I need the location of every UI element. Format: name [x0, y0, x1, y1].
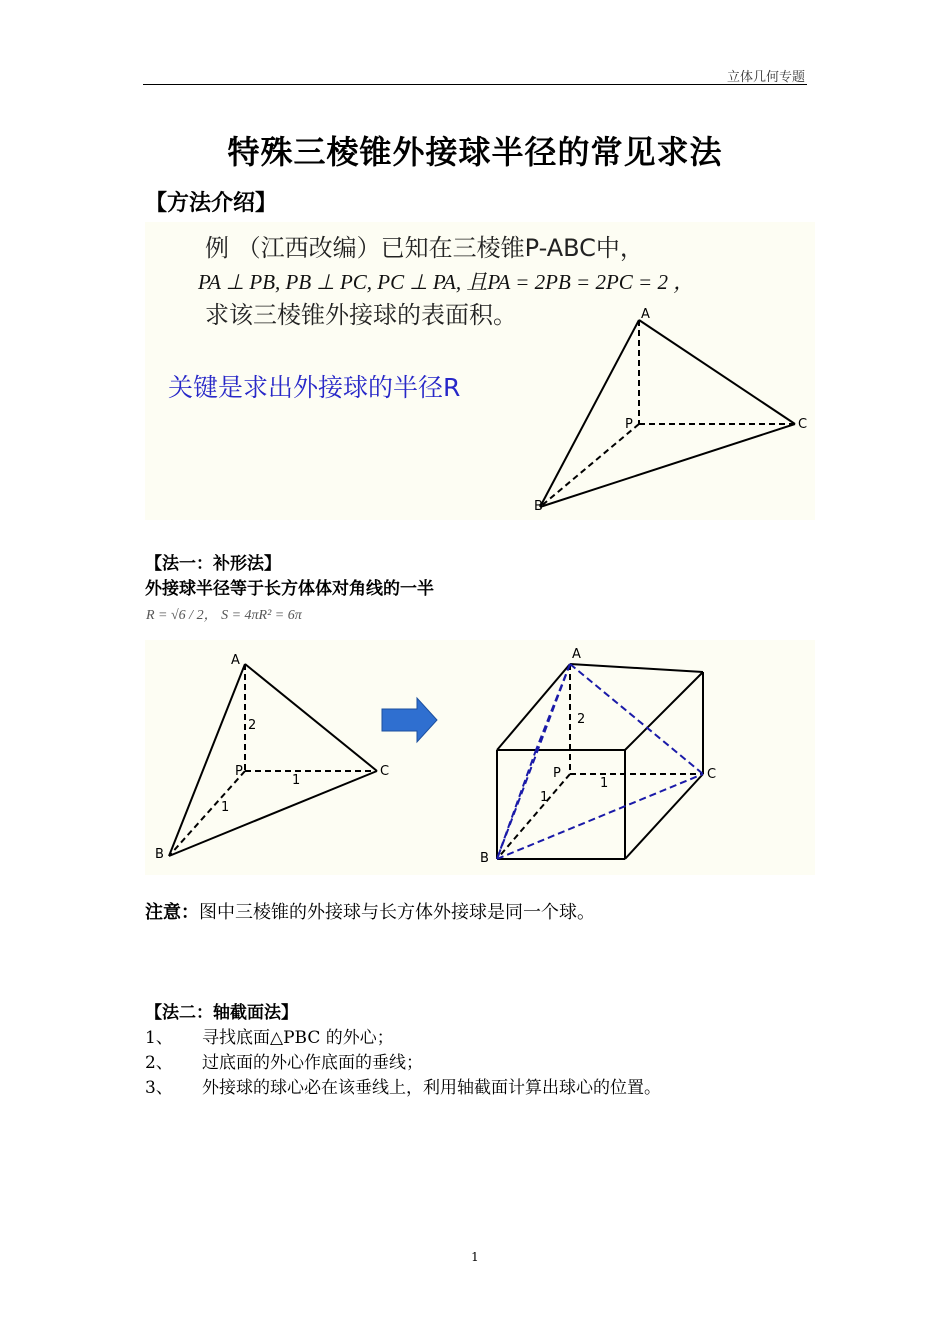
method1-description: 外接球半径等于长方体体对角线的一半: [145, 579, 434, 599]
label-p: P: [625, 417, 633, 432]
left-edge-label-pa: 2: [248, 718, 257, 733]
method1-formula: R = √6 / 2， S = 4πR² = 6π: [146, 608, 302, 623]
label-a: A: [641, 307, 650, 322]
note-label: 注意：: [145, 902, 199, 923]
left-edge-label-pc: 1: [292, 773, 301, 788]
running-header: 立体几何专题: [726, 70, 805, 85]
step-number: 3、: [145, 1078, 173, 1098]
page-title: 特殊三棱锥外接球半径的常见求法: [227, 133, 723, 171]
left-edge-label-pb: 1: [221, 800, 230, 815]
method2-step: [145, 1073, 661, 1098]
example-line-1: 例 （江西改编）已知在三棱锥P-ABC中，: [205, 234, 644, 262]
right-edge-label-pc: 1: [600, 776, 609, 791]
method1-figure: [145, 640, 815, 875]
edge-ac: [639, 320, 795, 424]
right-label-b: B: [480, 851, 489, 866]
label-b: B: [534, 499, 543, 514]
note-text: 图中三棱锥的外接球与长方体外接球是同一个球。: [199, 902, 595, 923]
step-number: 2、: [145, 1053, 173, 1073]
edge-pb: [540, 424, 639, 507]
method2-step: [145, 1048, 423, 1073]
step-text: 过底面的外心作底面的垂线；: [202, 1053, 423, 1073]
example-pyramid-figure: [520, 300, 820, 520]
left-label-c: C: [380, 764, 390, 779]
step-text: 寻找底面△PBC 的外心；: [202, 1028, 394, 1048]
step-number: 1、: [145, 1028, 173, 1048]
key-point: 关键是求出外接球的半径R: [168, 373, 461, 402]
right-edge-label-pb: 1: [540, 790, 549, 805]
method1-heading: 【法一：补形法】: [145, 554, 281, 574]
left-label-b: B: [155, 847, 164, 862]
left-label-a: A: [231, 653, 240, 668]
right-label-a: A: [572, 647, 581, 662]
intro-heading: 【方法介绍】: [145, 191, 278, 216]
left-label-p: P: [235, 764, 243, 779]
method2-heading: 【法二：轴截面法】: [145, 1003, 298, 1023]
note: [145, 898, 595, 924]
example-line-3: 求该三棱锥外接球的表面积。: [205, 301, 517, 329]
step-text: 外接球的球心必在该垂线上，利用轴截面计算出球心的位置。: [202, 1078, 661, 1098]
right-edge-label-pa: 2: [577, 712, 586, 727]
label-c: C: [798, 417, 808, 432]
example-line-2: PA ⊥ PB, PB ⊥ PC, PC ⊥ PA, 且PA = 2PB = 2PC = 2 ，: [198, 270, 695, 294]
header-rule: [143, 84, 807, 85]
page-number: 1: [471, 1250, 479, 1264]
method2-step: [145, 1023, 394, 1048]
right-label-c: C: [707, 767, 717, 782]
right-label-p: P: [553, 766, 561, 781]
